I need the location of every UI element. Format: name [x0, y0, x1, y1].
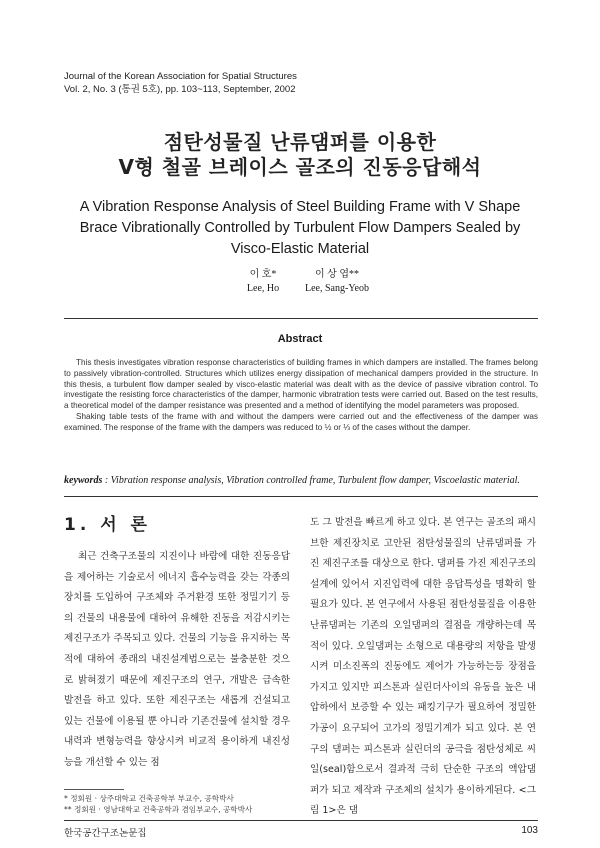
abstract-paragraph-2: Shaking table tests of the frame with and without the dampers were carried out and the effectiveness of the damper was examined. The response of the frame with the dampers was reduced to ½ or ⅓ of the cases without the damper.	[64, 411, 538, 432]
footer-rule	[64, 820, 538, 821]
author-2-korean-name: 이 상 엽**	[315, 269, 359, 280]
english-title-line3: Visco-Elastic Material	[230, 241, 370, 257]
author-2-english-name: Lee, Sang-Yeob	[305, 283, 369, 294]
footer-journal-name: 한국공간구조논문집	[64, 828, 147, 839]
footnotes	[64, 793, 304, 815]
body-left-column	[64, 513, 290, 774]
english-title-line1: A Vibration Response Analysis of Steel Building Frame with V Shape	[79, 199, 521, 215]
author-1-english-name: Lee, Ho	[246, 283, 280, 294]
abstract-bottom-rule	[64, 496, 538, 497]
author-2	[282, 268, 392, 296]
abstract-heading: Abstract	[277, 333, 323, 345]
english-title-line2: Brace Vibrationally Controlled by Turbulent Flow Dampers Sealed by	[79, 220, 521, 236]
korean-title-line1: 점탄성물질 난류댐퍼를 이용한	[163, 130, 437, 154]
footnote-rule	[64, 789, 124, 790]
journal-info	[64, 70, 297, 96]
keywords-text: : Vibration response analysis, Vibration controlled frame, Turbulent flow damper, Viscoelastic material.	[102, 475, 520, 486]
journal-volume: Vol. 2, No. 3 (통권 5호), pp. 103~113, September, 2002	[64, 84, 296, 95]
journal-name: Journal of the Korean Association for Spatial Structures	[64, 71, 297, 82]
body-paragraph-right: 도 그 발전을 빠르게 하고 있다. 본 연구는 골조의 패시브한 제진장치로 고안된 점탄성물질의 난류댐퍼를 가진 제진구조를 대상으로 한다. 댐퍼를 가진 제진구조의 설계에 있어서 지진입력에 대한 응답특성을 명확히 할 필요가 있다. 본 연구에서 사용된 점탄성물질을 이용한 난류댐퍼는 기존의 오일댐퍼의 결점을 개량하는데 목적이 있다. 오일댐퍼는 소형으로 대용량의 저항을 발생시켜 미소진폭의 진동에도 제어가 가능하는등 장점을 가지고 있지만 피스톤과 실린더사이의 유동을 높은 내압하에서 보증할 수 있는 패킹기구가 필요하여 정밀한 가공이 요구되어 고가의 정밀기계가 되고 있다. 본 연구의 댐퍼는 피스톤과 실린더의 공극을 점탄성체로 씨일(seal)함으로서 결과적 극히 단순한 구조의 액압댐퍼가 되고 제작과 구조체의 설치가 용이하게된다. <그림 1>은 댐	[310, 517, 536, 817]
keywords-line	[64, 475, 538, 486]
body-paragraph-left: 최근 건축구조물의 지진이나 바람에 대한 진동응답을 제어하는 기술로서 에너지 흡수능력을 갖는 각종의 장치를 도입하여 구조체와 주거환경 또한 정밀기기 등의 건물의 내용물에 대하여 유해한 진동을 저감시키는 제진구조가 주목되고 있다. 건물의 기능을 유지하는 목적에 대하여 종래의 내진설계법으로는 불충분한 것으로 밝혀졌기 때문에 제진구조의 연구, 개발은 급속한 발전을 하고 있다. 또한 제진구조는 새롭게 건설되고 있는 건물에 이용될 뿐 아니라 기존건물에 설치할 경우 내력과 변형능력을 향상시켜 비교적 용이하게 내진성능을 개선할 수 있는 점	[64, 551, 290, 768]
body-right-column	[310, 513, 536, 822]
footnote-1: * 정회원 · 상주대학교 건축공학부 부교수, 공학박사	[64, 794, 234, 803]
author-1-korean-name: 이 호*	[249, 269, 277, 280]
footnote-2: ** 정회원 · 영남대학교 건축공학과 겸임부교수, 공학박사	[64, 805, 253, 814]
page-number: 103	[521, 825, 538, 836]
abstract-body	[64, 358, 538, 434]
abstract-top-rule	[64, 318, 538, 319]
keywords-label: keywords	[64, 475, 103, 486]
section-heading: 1. 서 론	[64, 515, 151, 535]
abstract-paragraph-1: This thesis investigates vibration response characteristics of building frames in which dampers are installed. The frames belong to passively vibration-controlled. Structures which utilizes energy dissipation of mechanical dampers provided in the structure. In this thesis, a turbulent flow damper sealed by visco-elastic material was dealt with as the device of passive vibration control. To investigate the resisting force characteristics of the damper, harmonic vibratration tests were carried out. Based on the test results, a theoretical model of the damper resistance was presented and a method of identifying the model parameters was proposed.	[64, 358, 538, 411]
korean-title-line2: V형 철골 브레이스 골조의 진동응답해석	[118, 155, 482, 179]
